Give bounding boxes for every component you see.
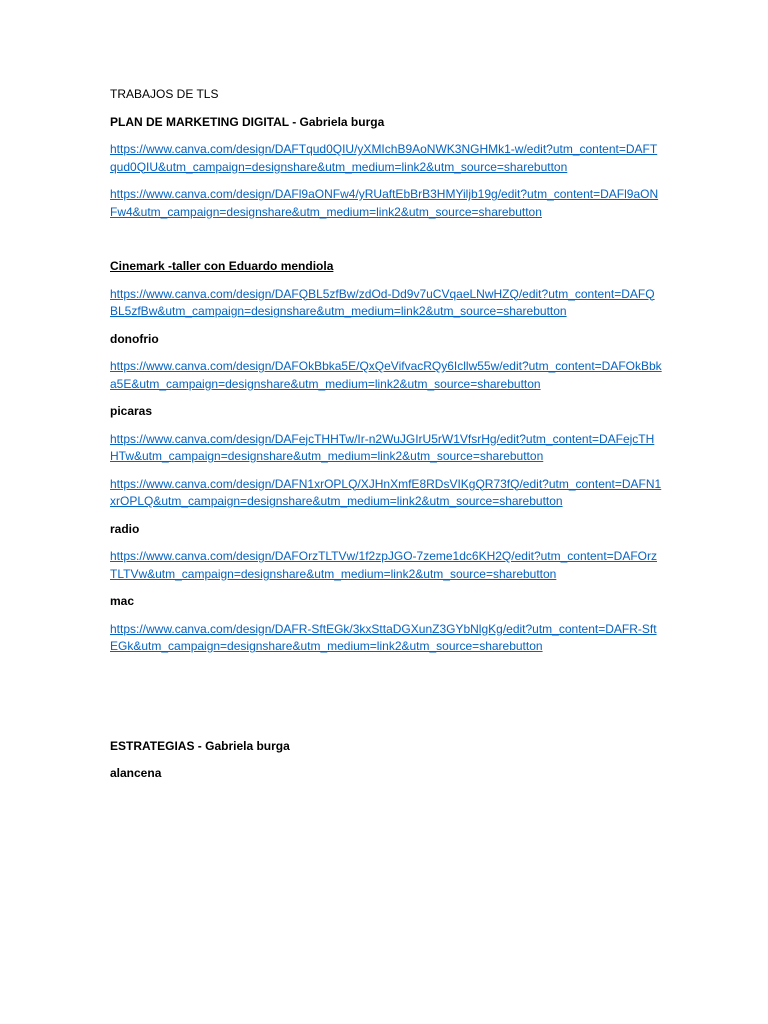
heading-cinemark: Cinemark -taller con Eduardo mendiola (110, 259, 334, 273)
document-body (110, 86, 662, 793)
link-marketing-2[interactable]: https://www.canva.com/design/DAFl9aONFw4/yRUaftEbBrB3HMYiljb19g/edit?utm_content=DAFl9aONFw4&utm_campaign=designshare&utm_medium=link2&utm_source=sharebutton (110, 187, 659, 219)
link-picaras-2[interactable]: https://www.canva.com/design/DAFN1xrOPLQ/XJHnXmfE8RDsVIKgQR73fQ/edit?utm_content=DAFN1xrOPLQ&utm_campaign=designshare&utm_medium=link2&utm_source=sharebutton (110, 476, 662, 508)
heading-radio: radio (110, 521, 140, 536)
heading-donofrio: donofrio (110, 331, 159, 346)
link-cinemark[interactable]: https://www.canva.com/design/DAFQBL5zfBw/zdOd-Dd9v7uCVqaeLNwHZQ/edit?utm_content=DAFQBL5zfBw&utm_campaign=designshare&utm_medium=link2&utm_source=sharebutton (110, 286, 655, 318)
link-mac[interactable]: https://www.canva.com/design/DAFR-SftEGk/3kxSttaDGXunZ3GYbNlgKg/edit?utm_content=DAFR-SftEGk&utm_campaign=designshare&utm_medium=link2&utm_source=sharebutton (110, 621, 657, 653)
link-marketing-1[interactable]: https://www.canva.com/design/DAFTqud0QIU/yXMIchB9AoNWK3NGHMk1-w/edit?utm_content=DAFTqud0QIU&utm_campaign=designshare&utm_medium=link2&utm_source=sharebutton (110, 142, 658, 174)
blank-space (110, 666, 662, 738)
heading-mac: mac (110, 594, 135, 608)
blank-line (110, 231, 662, 258)
link-picaras-1[interactable]: https://www.canva.com/design/DAFejcTHHTw/Ir-n2WuJGIrU5rW1VfsrHg/edit?utm_content=DAFejcTHHTw&utm_campaign=designshare&utm_medium=link2&utm_source=sharebutton (110, 431, 655, 463)
link-donofrio[interactable]: https://www.canva.com/design/DAFOkBbka5E/QxQeVifvacRQy6Icllw55w/edit?utm_content=DAFOkBbka5E&utm_campaign=designshare&utm_medium=link2&utm_source=sharebutton (110, 359, 662, 391)
subheading-alancena: alancena (110, 766, 162, 780)
document-title: TRABAJOS DE TLS (110, 87, 219, 101)
link-radio[interactable]: https://www.canva.com/design/DAFOrzTLTVw/1f2zpJGO-7zeme1dc6KH2Q/edit?utm_content=DAFOrzTLTVw&utm_campaign=designshare&utm_medium=link2&utm_source=sharebutton (110, 549, 657, 581)
heading-picaras: picaras (110, 404, 153, 418)
heading-marketing-plan: PLAN DE MARKETING DIGITAL - Gabriela burga (110, 114, 385, 129)
heading-estrategias: ESTRATEGIAS - Gabriela burga (110, 738, 290, 753)
